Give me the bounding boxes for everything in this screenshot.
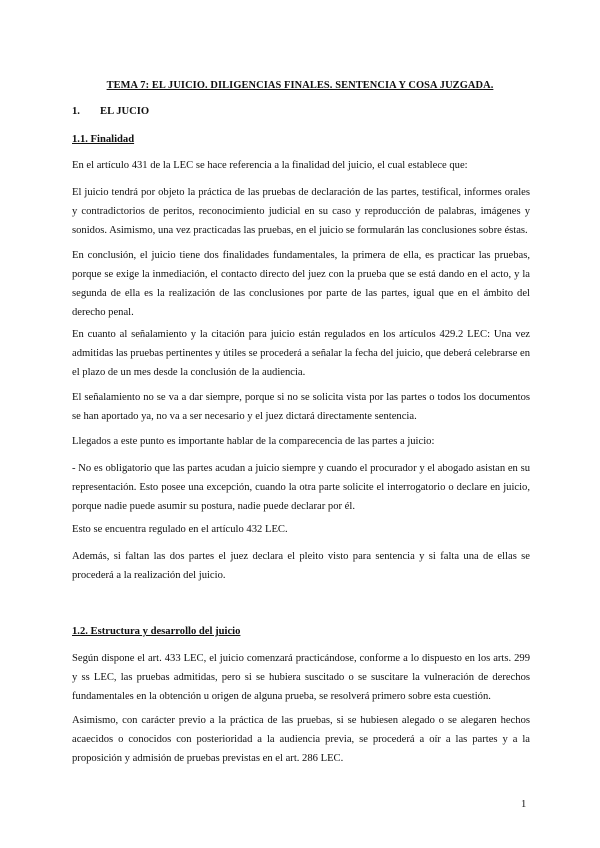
section-title: EL JUCIO [100, 106, 150, 117]
paragraph: El juicio tendrá por objeto la práctica de las pruebas de declaración de las partes, testifical, informes orales y contradictorios de peritos, reconocimiento judicial en su caso y reproducción de palabras, imágenes y sonidos. Asimismo, una vez practicadas las pruebas, en el juicio se formularán las conclusiones sobre éstas. [72, 187, 530, 236]
section-heading [72, 102, 149, 121]
document-title: TEMA 7: EL JUICIO. DILIGENCIAS FINALES. SENTENCIA Y COSA JUZGADA. [106, 80, 494, 91]
paragraph: Esto se encuentra regulado en el artículo 432 LEC. [72, 524, 288, 535]
paragraph: Llegados a este punto es importante hablar de la comparecencia de las partes a juicio: [72, 436, 435, 447]
paragraph: En conclusión, el juicio tiene dos finalidades fundamentales, la primera de ella, es practicar las pruebas, porque se exige la inmediación, el contacto directo del juez con la prueba que se está dando en el acto, y la segunda de ella es la realización de las conclusiones por parte de las partes, igual que en el ámbito del derecho penal. [72, 250, 530, 318]
paragraph: Además, si faltan las dos partes el juez declara el pleito visto para sentencia y si falta una de ellas se procederá a la realización del juicio. [72, 551, 530, 581]
section-number: 1. [72, 106, 80, 117]
subsection-heading-finalidad: 1.1. Finalidad [72, 134, 135, 145]
paragraph: Asimismo, con carácter previo a la práctica de las pruebas, si se hubiesen alegado o se alegaren hechos acaecidos o conocidos con posterioridad a la audiencia previa, se procederá a oír a las partes y a la proposición y admisión de pruebas previstas en el art. 286 LEC. [72, 715, 530, 764]
paragraph: - No es obligatorio que las partes acudan a juicio siempre y cuando el procurador y el abogado asistan en su representación. Esto posee una excepción, cuando la otra parte solicite el interrogatorio o declare en juicio, porque nadie puede asumir su postura, nadie puede declarar por él. [72, 463, 530, 512]
paragraph: En cuanto al señalamiento y la citación para juicio están regulados en los artículos 429.2 LEC: Una vez admitidas las pruebas pertinentes y útiles se procederá a señalar la fecha del juicio, que deberá celebrarse en el plazo de un mes desde la conclusión de la audiencia. [72, 329, 530, 378]
subsection-heading-estructura: 1.2. Estructura y desarrollo del juicio [72, 626, 241, 637]
paragraph: En el artículo 431 de la LEC se hace referencia a la finalidad del juicio, el cual establece que: [72, 160, 468, 171]
paragraph: Según dispone el art. 433 LEC, el juicio comenzará practicándose, conforme a lo dispuesto en los arts. 299 y ss LEC, las pruebas admitidas, pero si se hubiera suscitado o se suscitare la vulneración de derechos fundamentales en la obtención u origen de alguna prueba, se resolverá primero sobre esta cuestión. [72, 653, 530, 702]
paragraph: El señalamiento no se va a dar siempre, porque si no se solicita vista por las partes o todos los documentos se han aportado ya, no va a ser necesario y el juez dictará directamente sentencia. [72, 392, 530, 422]
page-number: 1 [521, 799, 527, 810]
